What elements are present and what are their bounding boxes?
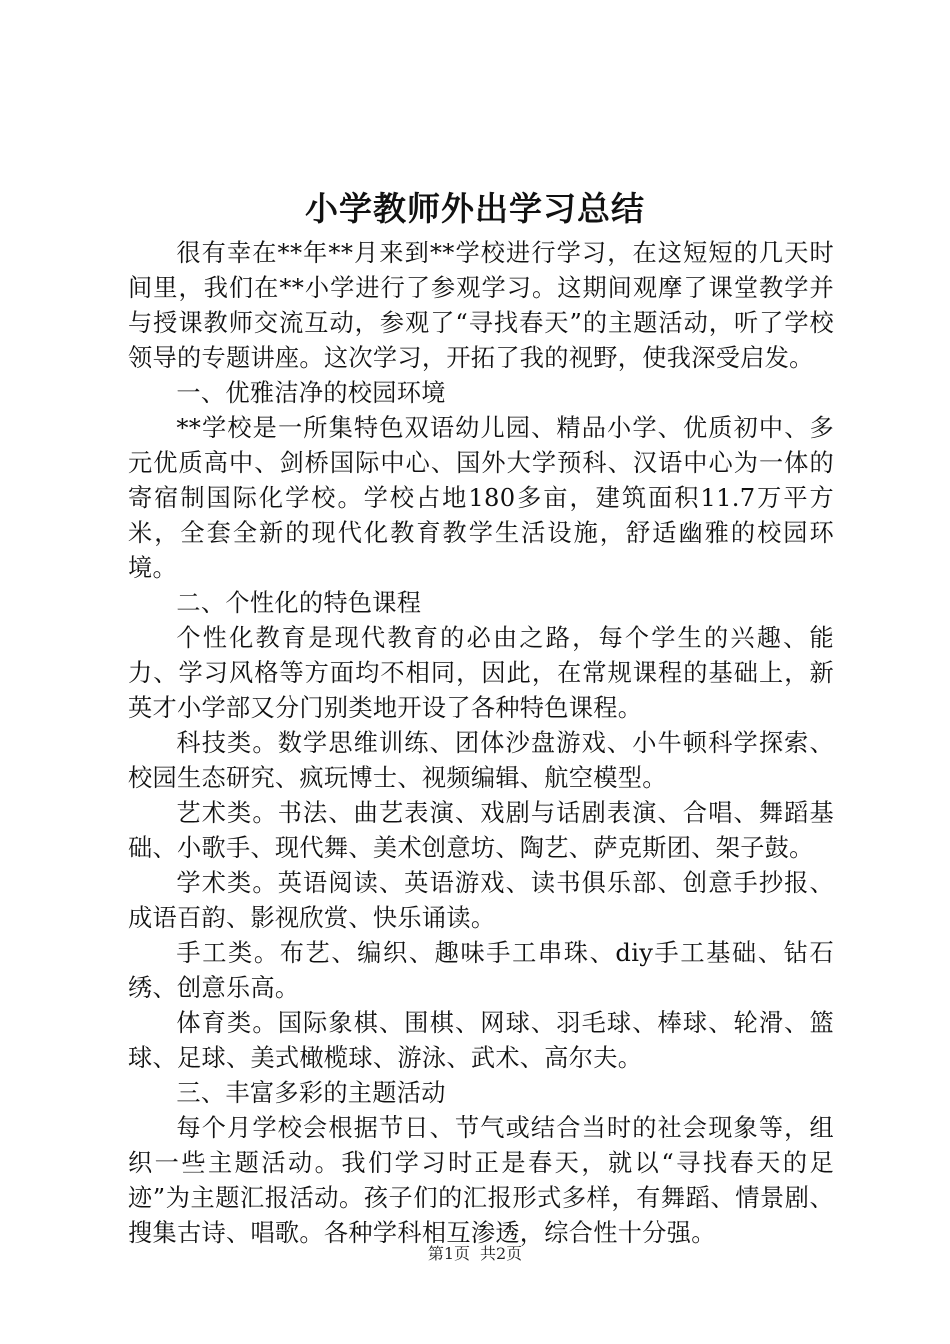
- paragraph-intro: 很有幸在**年**月来到**学校进行学习，在这短短的几天时间里，我们在**小学进行了参观学习。这期间观摩了课堂教学并与授课教师交流互动，参观了“寻找春天”的主题活动，听了学校领导的专题讲座。这次学习，开拓了我的视野，使我深受启发。: [128, 239, 834, 372]
- document-body: [128, 236, 834, 1251]
- page-footer: [0, 1242, 950, 1266]
- paragraph-sports: 体育类。国际象棋、围棋、网球、羽毛球、棒球、轮滑、篮球、足球、美式橄榄球、游泳、武术、高尔夫。: [128, 1009, 834, 1072]
- paragraph-academic: 学术类。英语阅读、英语游戏、读书俱乐部、创意手抄报、成语百韵、影视欣赏、快乐诵读。: [128, 869, 834, 932]
- page-number: 第1页: [427, 1244, 470, 1263]
- paragraph-campus: **学校是一所集特色双语幼儿园、精品小学、优质初中、多元优质高中、剑桥国际中心、国外大学预科、汉语中心为一体的寄宿制国际化学校。学校占地180多亩，建筑面积11.7万平方米，全套全新的现代化教育教学生活设施，舒适幽雅的校园环境。: [128, 414, 834, 582]
- paragraph-science: 科技类。数学思维训练、团体沙盘游戏、小牛顿科学探索、校园生态研究、疯玩博士、视频编辑、航空模型。: [128, 729, 834, 792]
- paragraph-handcraft: 手工类。布艺、编织、趣味手工串珠、diy手工基础、钻石绣、创意乐高。: [128, 939, 834, 1002]
- paragraph-curriculum: 个性化教育是现代教育的必由之路，每个学生的兴趣、能力、学习风格等方面均不相同，因此，在常规课程的基础上，新英才小学部又分门别类地开设了各种特色课程。: [128, 624, 834, 722]
- section-heading-1: 一、优雅洁净的校园环境: [176, 379, 446, 407]
- paragraph-arts: 艺术类。书法、曲艺表演、戏剧与话剧表演、合唱、舞蹈基础、小歌手、现代舞、美术创意坊、陶艺、萨克斯团、架子鼓。: [128, 799, 834, 862]
- page-total: 共2页: [480, 1244, 523, 1263]
- section-heading-3: 三、丰富多彩的主题活动: [176, 1079, 446, 1107]
- document-title: 小学教师外出学习总结: [305, 189, 645, 228]
- section-heading-2: 二、个性化的特色课程: [176, 589, 422, 617]
- paragraph-activities: 每个月学校会根据节日、节气或结合当时的社会现象等，组织一些主题活动。我们学习时正是春天，就以“寻找春天的足迹”为主题汇报活动。孩子们的汇报形式多样，有舞蹈、情景剧、搜集古诗、唱歌。各种学科相互渗透，综合性十分强。: [128, 1114, 834, 1247]
